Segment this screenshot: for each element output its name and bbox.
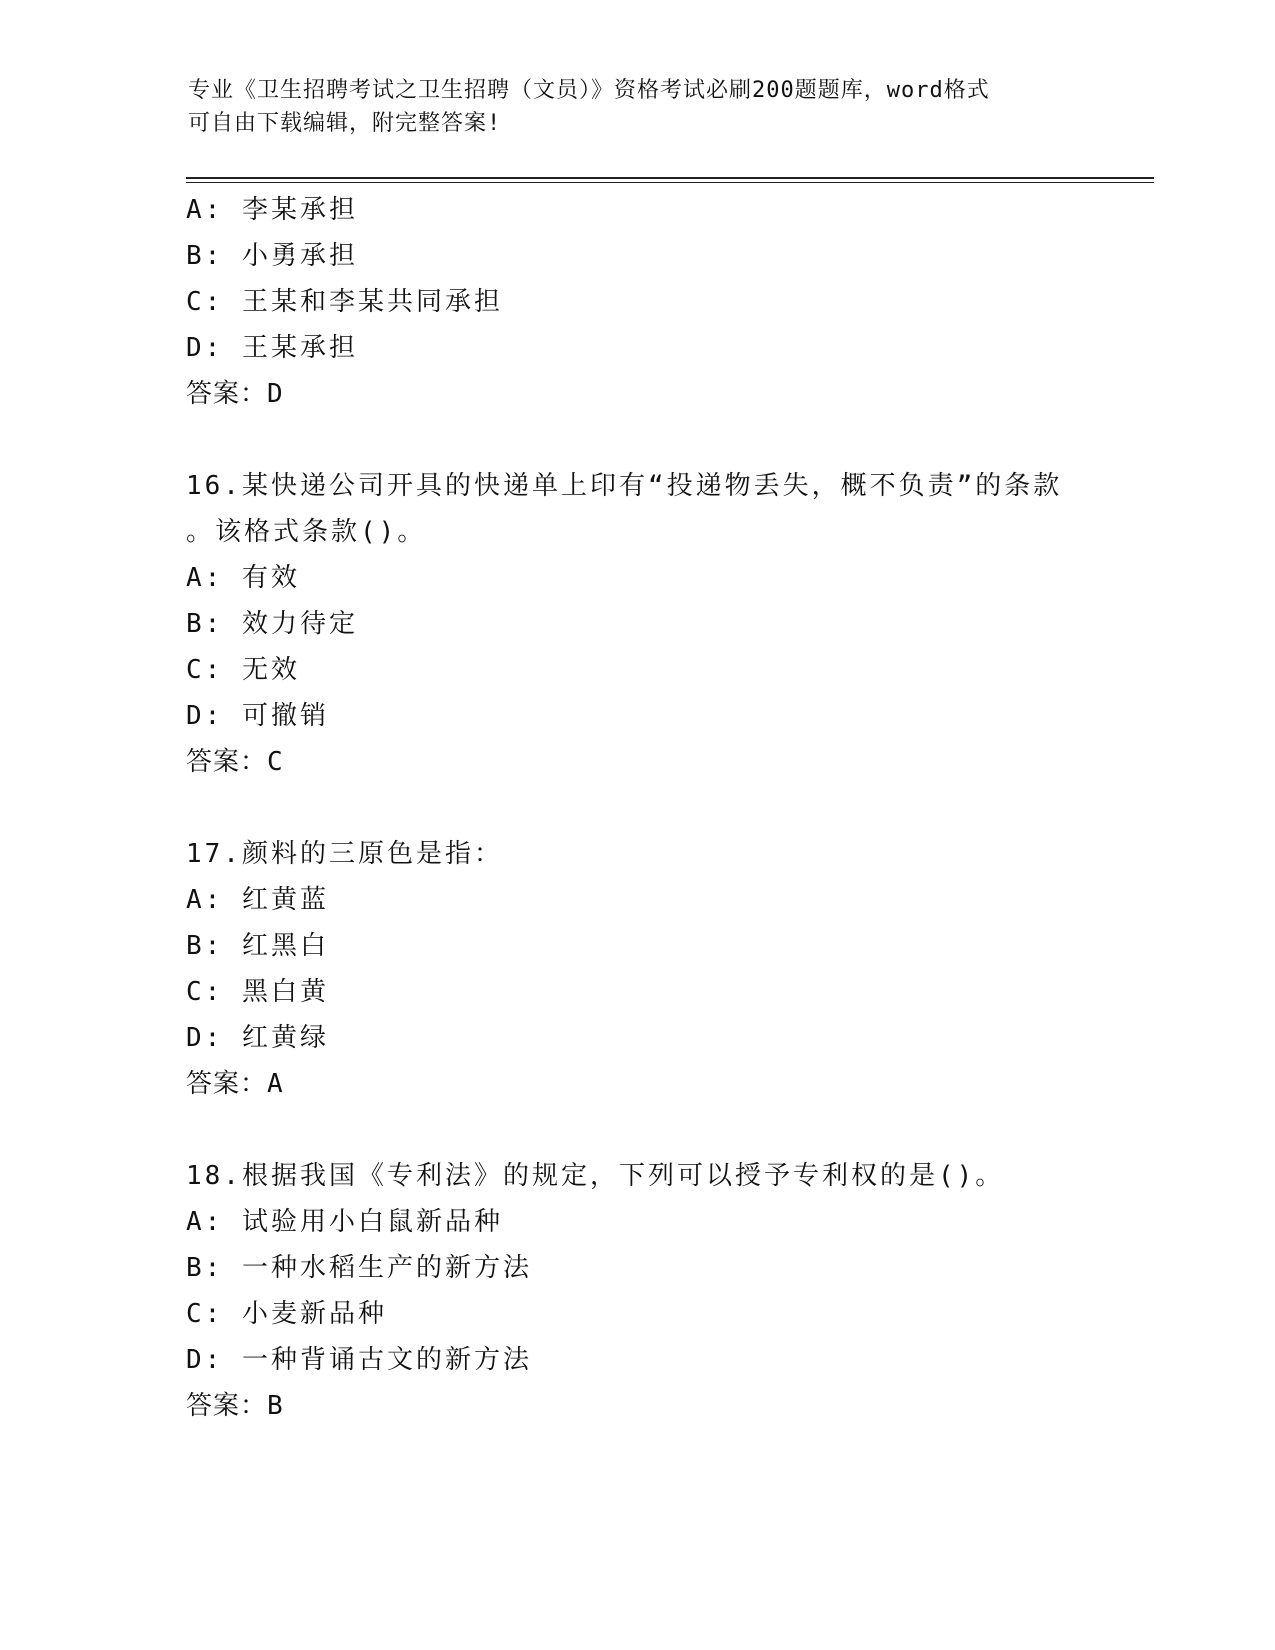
option-d: D: 王某承担 <box>186 333 358 363</box>
option-a: A: 试验用小白鼠新品种 <box>186 1207 503 1237</box>
answer-line: 答案：A <box>186 1069 284 1099</box>
option-d: D: 红黄绿 <box>186 1023 329 1053</box>
spacer <box>186 1107 1146 1153</box>
header-title-line-2: 可自由下载编辑，附完整答案! <box>188 111 502 136</box>
header-divider-thick <box>186 177 1154 179</box>
option-a: A: 李某承担 <box>186 195 358 225</box>
spacer <box>186 417 1146 463</box>
option-d: D: 一种背诵古文的新方法 <box>186 1345 532 1375</box>
option-b: B: 一种水稻生产的新方法 <box>186 1253 532 1283</box>
answer-line: 答案：D <box>186 379 284 409</box>
option-c: C: 小麦新品种 <box>186 1299 387 1329</box>
option-a: A: 有效 <box>186 563 300 593</box>
option-b: B: 效力待定 <box>186 609 358 639</box>
spacer <box>186 785 1146 831</box>
option-c: C: 黑白黄 <box>186 977 329 1007</box>
option-b: B: 小勇承担 <box>186 241 358 271</box>
option-b: B: 红黑白 <box>186 931 329 961</box>
option-a: A: 红黄蓝 <box>186 885 329 915</box>
question-stem-line-1: 17.颜料的三原色是指： <box>186 839 503 869</box>
answer-line: 答案：C <box>186 747 284 777</box>
option-d: D: 可撤销 <box>186 701 329 731</box>
answer-line: 答案：B <box>186 1391 284 1421</box>
question-15-continued <box>186 187 1146 417</box>
question-18 <box>186 1153 1146 1429</box>
question-17 <box>186 831 1146 1107</box>
question-list <box>186 187 1146 1429</box>
header-divider-thin <box>186 182 1154 183</box>
document-header <box>188 74 1088 140</box>
option-c: C: 王某和李某共同承担 <box>186 287 503 317</box>
question-stem-line-1: 18.根据我国《专利法》的规定，下列可以授予专利权的是()。 <box>186 1161 1005 1191</box>
option-c: C: 无效 <box>186 655 300 685</box>
question-stem-line-1: 16.某快递公司开具的快递单上印有“投递物丢失，概不负责”的条款 <box>186 471 1063 501</box>
question-stem-line-2: 。该格式条款()。 <box>186 517 427 547</box>
question-16 <box>186 463 1146 785</box>
header-title-line-1: 专业《卫生招聘考试之卫生招聘（文员）》资格考试必刷200题题库，word格式 <box>188 78 990 103</box>
